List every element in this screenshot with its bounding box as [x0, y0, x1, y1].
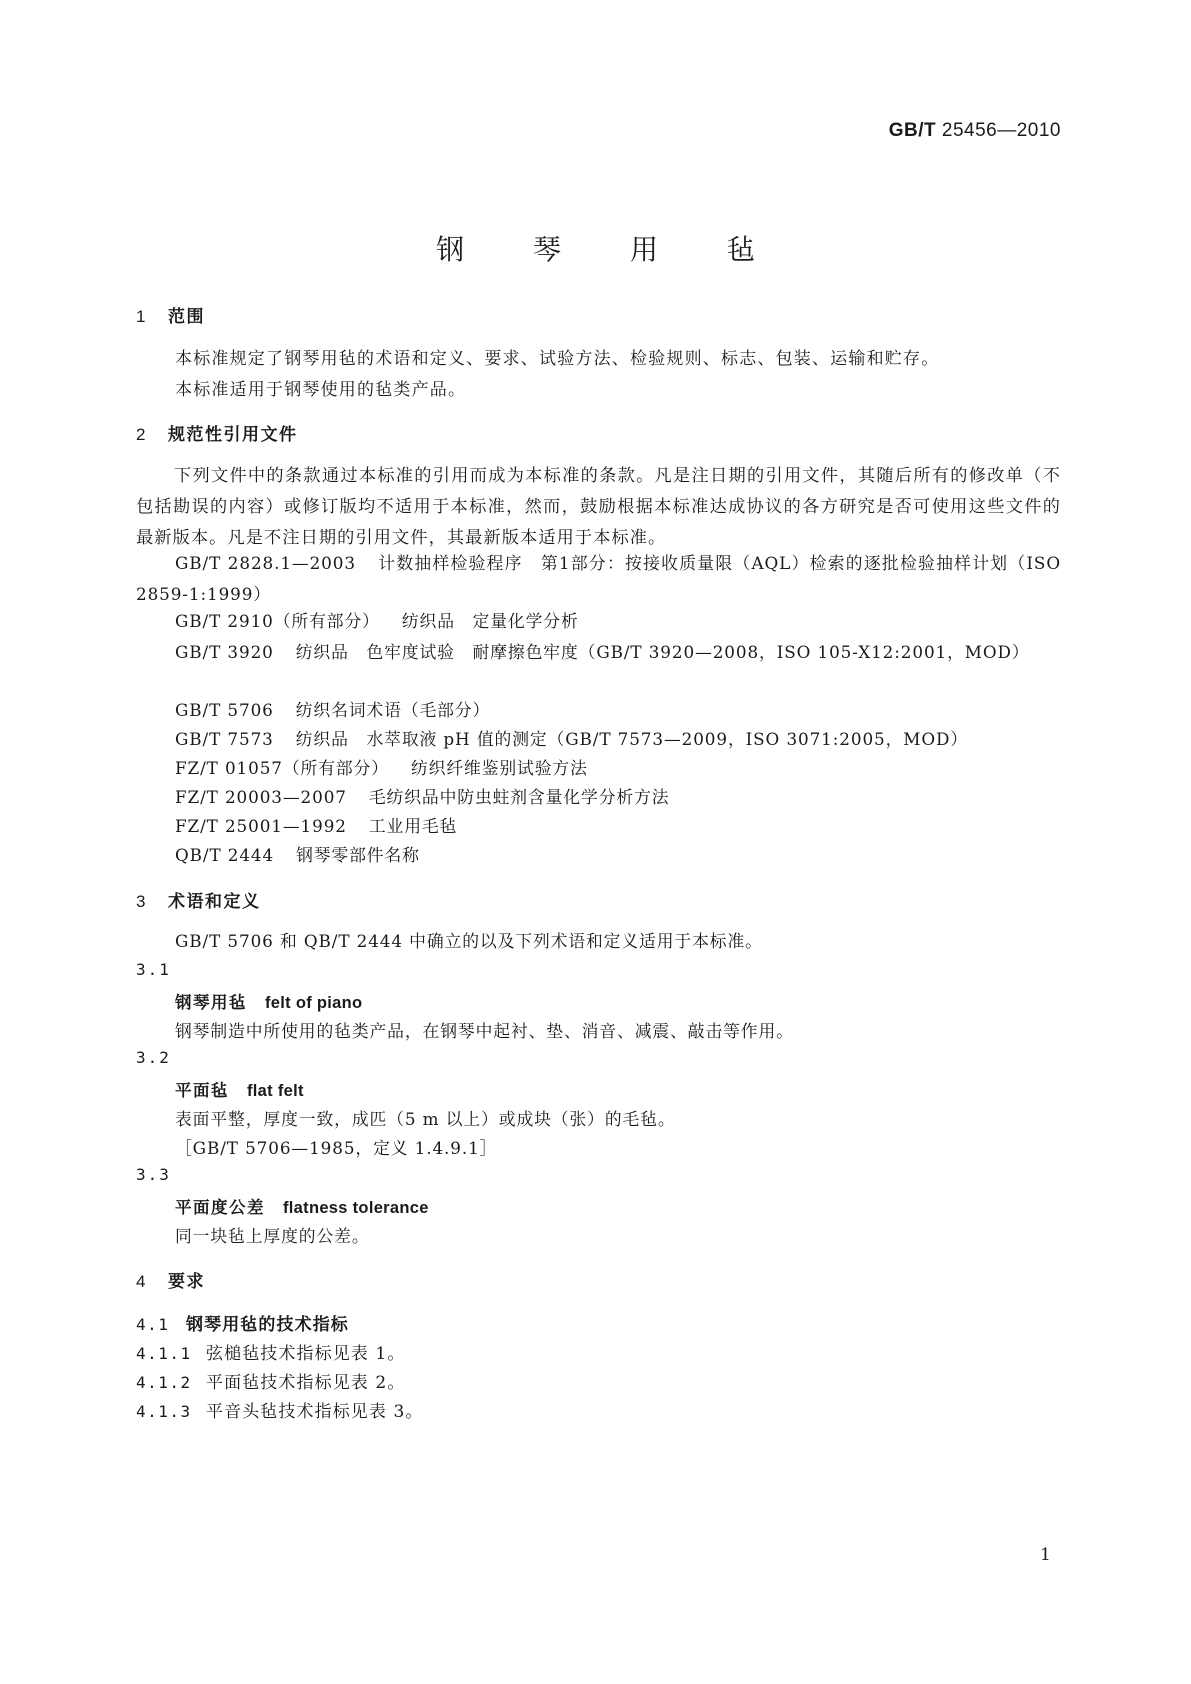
- section-number: 4: [136, 1272, 147, 1291]
- page-number: 1: [1040, 1545, 1051, 1565]
- term-en: flatness tolerance: [283, 1199, 429, 1217]
- term-zh: 钢琴用毡: [175, 993, 247, 1012]
- document-title: 钢 琴 用 毡: [436, 233, 785, 266]
- section-number: 3: [136, 892, 147, 911]
- section-4-heading: [136, 1267, 205, 1292]
- clause-number: 3.3: [136, 1165, 171, 1184]
- term-definition: 表面平整，厚度一致，成匹（5 m 以上）或成块（张）的毛毡。: [175, 1109, 676, 1129]
- section-3-heading: [136, 887, 261, 912]
- item-text: 平面毡技术指标见表 2。: [206, 1373, 406, 1393]
- section-number: 2: [136, 425, 147, 444]
- section-2-heading: [136, 420, 298, 445]
- standard-prefix: GB/T: [888, 120, 937, 141]
- reference-code: FZ/T 20003—2007: [175, 787, 347, 807]
- clause-number: 3.2: [136, 1048, 171, 1067]
- term-source: ［GB/T 5706—1985，定义 1.4.9.1］: [175, 1138, 498, 1158]
- term-en: flat felt: [247, 1082, 304, 1100]
- reference-code: GB/T 2910（所有部分）: [175, 611, 380, 631]
- reference-title: 纺织品 定量化学分析: [401, 611, 579, 631]
- section-number: 1: [136, 307, 147, 326]
- section-1-heading: [136, 302, 205, 327]
- term-zh: 平面度公差: [175, 1198, 265, 1217]
- section-3-intro: GB/T 5706 和 QB/T 2444 中确立的以及下列术语和定义适用于本标准。: [175, 931, 763, 951]
- reference-title: 工业用毛毡: [368, 816, 458, 836]
- reference-item: [175, 608, 579, 632]
- item-text: 弦槌毡技术指标见表 1。: [206, 1344, 406, 1364]
- clause-number: 3.1: [136, 960, 171, 979]
- reference-item: [175, 784, 669, 808]
- subsection-number: 4.1: [136, 1315, 170, 1334]
- item-number: 4.1.3: [136, 1402, 192, 1421]
- section-2-intro: 下列文件中的条款通过本标准的引用而成为本标准的条款。凡是注日期的引用文件，其随后所有的修改单（不包括勘误的内容）或修订版均不适用于本标准，然而，鼓励根据本标准达成协议的各方研究是否可使用这些文件的最新版本。凡是不注日期的引用文件，其最新版本适用于本标准。: [136, 466, 1061, 548]
- reference-title: 毛纺织品中防虫蛀剂含量化学分析方法: [368, 787, 670, 807]
- standard-number: [795, 120, 1061, 142]
- reference-title: 钢琴零部件名称: [296, 845, 420, 865]
- item-number: 4.1.1: [136, 1344, 192, 1363]
- reference-item: [136, 637, 1061, 668]
- item-number: 4.1.2: [136, 1373, 192, 1392]
- reference-code: GB/T 2828.1—2003: [175, 553, 356, 573]
- term-definition: 钢琴制造中所使用的毡类产品，在钢琴中起衬、垫、消音、减震、敲击等作用。: [175, 1021, 794, 1041]
- term-heading: [175, 1194, 429, 1218]
- requirement-item: [136, 1368, 405, 1393]
- item-text: 平音头毡技术指标见表 3。: [206, 1402, 424, 1422]
- term-heading: [175, 1077, 304, 1101]
- reference-code: GB/T 3920: [175, 642, 274, 662]
- requirement-item: [136, 1339, 405, 1364]
- reference-item: [136, 548, 1061, 610]
- section-title: 规范性引用文件: [168, 425, 298, 445]
- reference-item: [175, 726, 968, 750]
- reference-item: [175, 697, 490, 721]
- requirement-item: [136, 1397, 424, 1422]
- reference-code: QB/T 2444: [175, 845, 275, 865]
- reference-code: GB/T 7573: [175, 729, 274, 749]
- subsection-title: 钢琴用毡的技术指标: [186, 1315, 349, 1335]
- reference-title: 纺织品 色牢度试验 耐摩擦色牢度（GB/T 3920—2008，ISO 105-X12:2001，MOD）: [295, 642, 1030, 662]
- reference-title: 纺织纤维鉴别试验方法: [410, 758, 588, 778]
- section-1-paragraph: 本标准规定了钢琴用毡的术语和定义、要求、试验方法、检验规则、标志、包装、运输和贮存。: [175, 349, 940, 369]
- section-1-paragraph: 本标准适用于钢琴使用的毡类产品。: [175, 380, 467, 400]
- reference-title: 纺织品 水萃取液 pH 值的测定（GB/T 7573—2009，ISO 3071:2005，MOD）: [295, 729, 969, 749]
- reference-code: GB/T 5706: [175, 700, 274, 720]
- reference-code: FZ/T 01057（所有部分）: [175, 758, 389, 778]
- term-zh: 平面毡: [175, 1081, 229, 1100]
- term-heading: [175, 989, 362, 1013]
- section-title: 要求: [168, 1272, 205, 1292]
- section-title: 术语和定义: [168, 892, 261, 912]
- reference-item: [175, 755, 588, 779]
- term-en: felt of piano: [265, 994, 363, 1012]
- subsection-heading: [136, 1310, 349, 1335]
- reference-title: 计数抽样检验程序 第1部分：按接收质量限（AQL）检索的逐批检验抽样计划（ISO 2859-1:1999）: [136, 553, 1061, 604]
- term-definition: 同一块毡上厚度的公差。: [175, 1226, 370, 1246]
- reference-item: [175, 842, 420, 866]
- reference-title: 纺织名词术语（毛部分）: [295, 700, 491, 720]
- reference-item: [175, 813, 457, 837]
- reference-code: FZ/T 25001—1992: [175, 816, 347, 836]
- section-title: 范围: [168, 307, 205, 327]
- standard-code: 25456—2010: [941, 120, 1061, 141]
